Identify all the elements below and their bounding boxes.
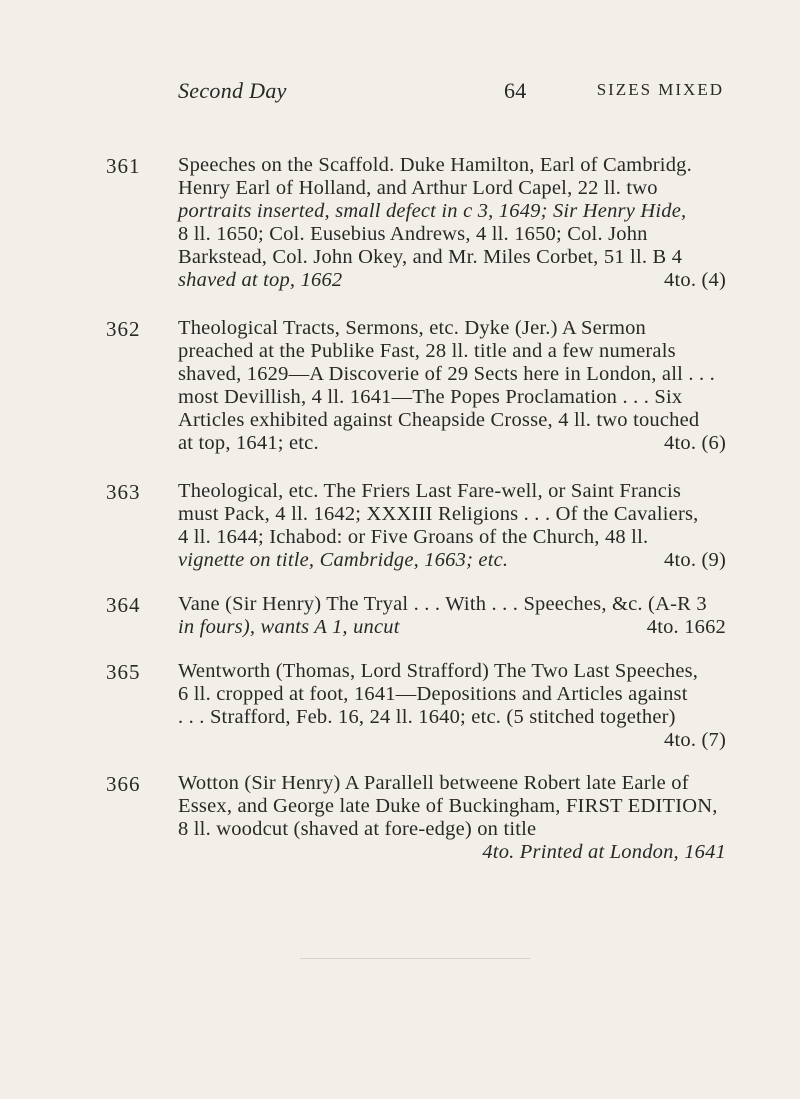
lot-format: 4to. (9) xyxy=(664,549,726,571)
lot-line: must Pack, 4 ll. 1642; XXXIII Religions . . . Of the Cavaliers, xyxy=(178,503,699,525)
lot-line: Articles exhibited against Cheapside Crosse, 4 ll. two touched xyxy=(178,409,700,431)
lot-number: 362 xyxy=(106,317,141,341)
lot-line: most Devillish, 4 ll. 1641—The Popes Proclamation . . . Six xyxy=(178,386,683,408)
lot-number: 365 xyxy=(106,660,141,684)
lot-line: Theological Tracts, Sermons, etc. Dyke (Jer.) A Sermon xyxy=(178,317,646,339)
lot-line: in fours), wants A 1, uncut xyxy=(178,616,400,638)
lot-line: Barkstead, Col. John Okey, and Mr. Miles Corbet, 51 ll. B 4 xyxy=(178,246,683,268)
lot-number: 364 xyxy=(106,593,141,617)
lot-description xyxy=(178,317,726,455)
lot-line: Henry Earl of Holland, and Arthur Lord Capel, 22 ll. two xyxy=(178,177,658,199)
lot-number: 363 xyxy=(106,480,141,504)
lot-format: 4to. 1662 xyxy=(646,616,726,638)
lot-line: Wentworth (Thomas, Lord Strafford) The Two Last Speeches, xyxy=(178,660,699,682)
lot-format: 4to. Printed at London, 1641 xyxy=(482,841,726,863)
lot-line: 8 ll. 1650; Col. Eusebius Andrews, 4 ll. 1650; Col. John xyxy=(178,223,648,245)
lot-format: 4to. (7) xyxy=(664,729,726,751)
lot-line: at top, 1641; etc. xyxy=(178,432,319,454)
lot-format: 4to. (4) xyxy=(664,269,726,291)
lot-line: Essex, and George late Duke of Buckingham, FIRST EDITION, xyxy=(178,795,718,817)
lot-line: Vane (Sir Henry) The Tryal . . . With . . . Speeches, &c. (A-R 3 xyxy=(178,593,707,615)
lot-line: portraits inserted, small defect in c 3, 1649; Sir Henry Hide, xyxy=(178,200,687,222)
page-header xyxy=(178,78,724,108)
lot-line: shaved, 1629—A Discoverie of 29 Sects here in London, all . . . xyxy=(178,363,715,385)
lot-line: Theological, etc. The Friers Last Fare-well, or Saint Francis xyxy=(178,480,682,502)
faint-divider xyxy=(300,958,530,959)
lot-description xyxy=(178,660,726,752)
lot-line: Speeches on the Scaffold. Duke Hamilton, Earl of Cambridg. xyxy=(178,154,692,176)
lot-description xyxy=(178,154,726,292)
lot-line: 6 ll. cropped at foot, 1641—Depositions and Articles against xyxy=(178,683,688,705)
lot-description xyxy=(178,480,726,572)
lot-line: . . . Strafford, Feb. 16, 24 ll. 1640; etc. (5 stitched together) xyxy=(178,706,676,728)
lot-line: 8 ll. woodcut (shaved at fore-edge) on title xyxy=(178,818,537,840)
lot-line: 4 ll. 1644; Ichabod: or Five Groans of the Church, 48 ll. xyxy=(178,526,649,548)
page-number: 64 xyxy=(504,78,527,103)
lot-number: 366 xyxy=(106,772,141,796)
header-day: Second Day xyxy=(178,78,287,103)
lot-line: preached at the Publike Fast, 28 ll. title and a few numerals xyxy=(178,340,676,362)
lot-description xyxy=(178,772,726,864)
lot-line: vignette on title, Cambridge, 1663; etc. xyxy=(178,549,509,571)
lot-line: Wotton (Sir Henry) A Parallell betweene Robert late Earle of xyxy=(178,772,689,794)
lot-description xyxy=(178,593,726,639)
header-section: SIZES MIXED xyxy=(596,80,724,99)
lot-format: 4to. (6) xyxy=(664,432,726,454)
lot-line: shaved at top, 1662 xyxy=(178,269,343,291)
lot-number: 361 xyxy=(106,154,141,178)
